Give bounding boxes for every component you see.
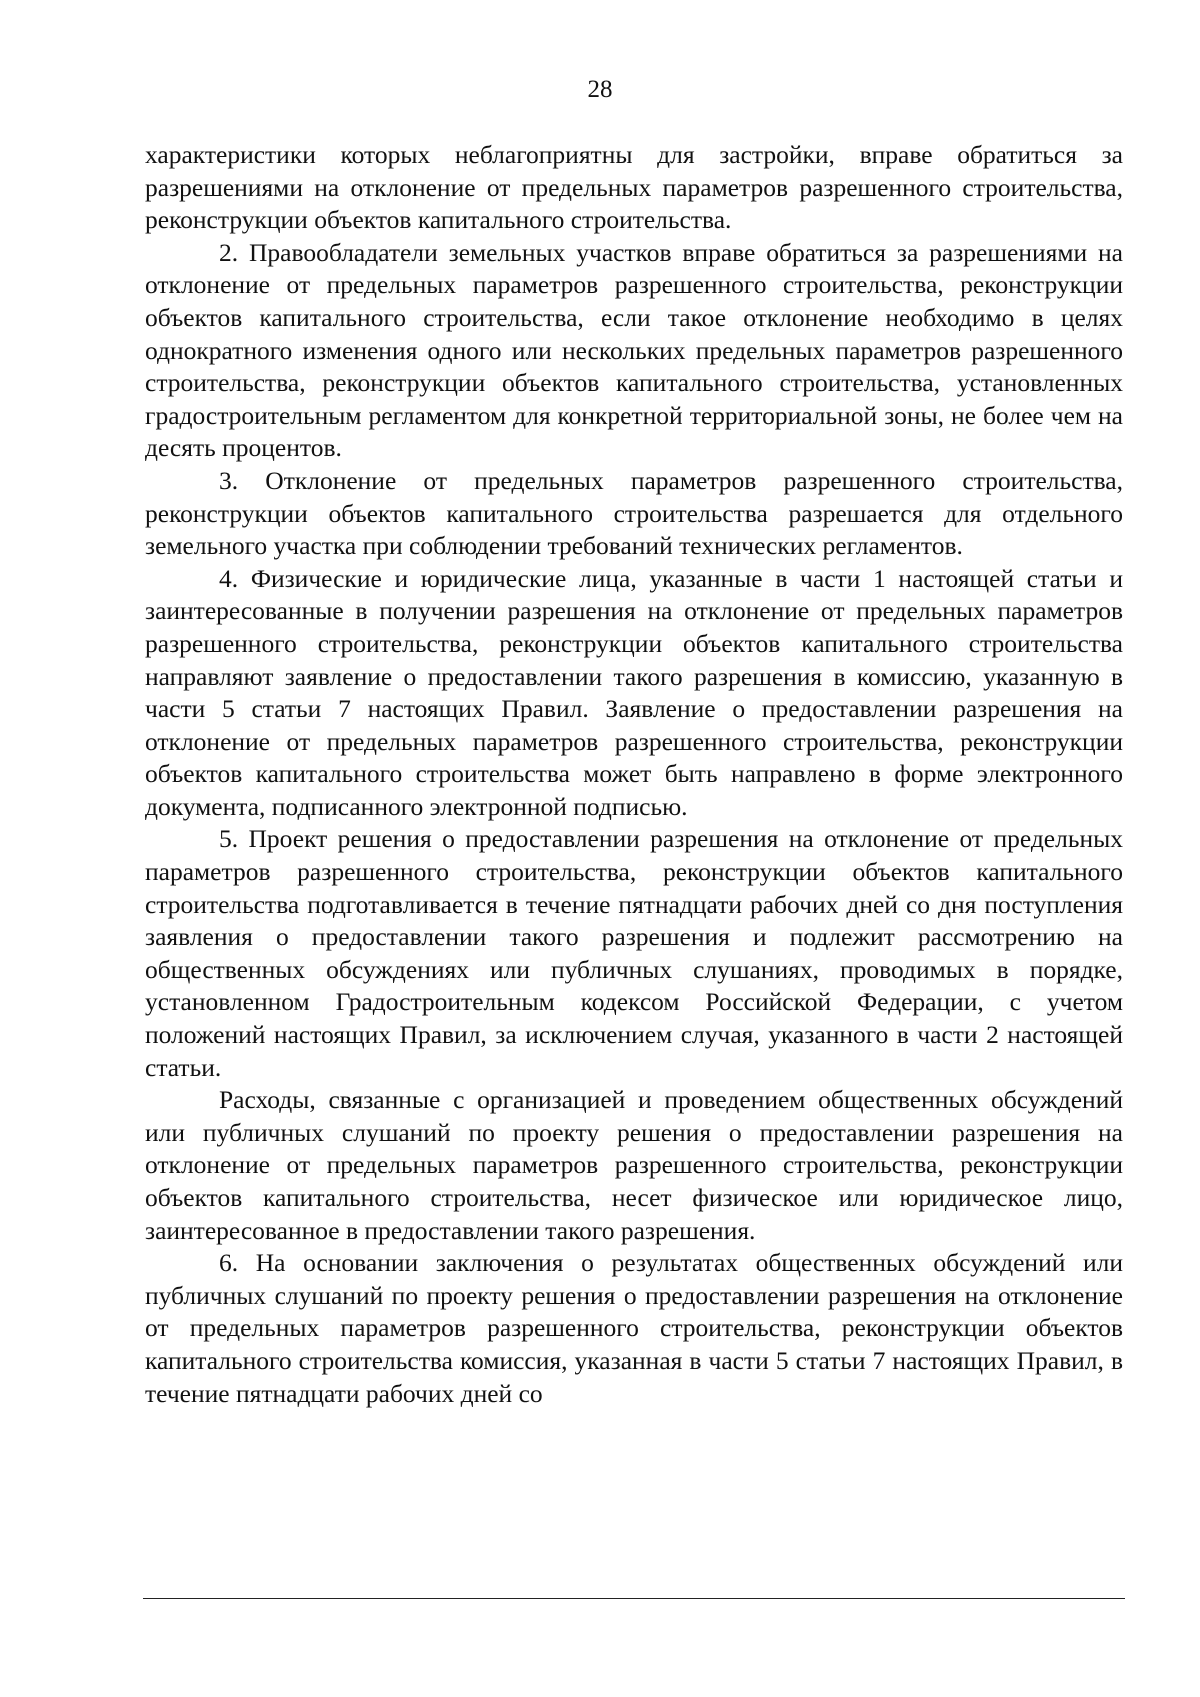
footer-divider xyxy=(143,1598,1125,1599)
page-number: 28 xyxy=(587,76,613,103)
paragraph-clause-5: 5. Проект решения о предоставлении разрешения на отклонение от предельных параметров разрешенного строительства, реконструкции объектов капитального строительства подготавливается в течение пятнадцати рабочих дней со дня поступления заявления о предоставлении такого разрешения и подлежит рассмотрению на общественных обсуждениях или публичных слушаниях, проводимых в порядке, установленном Градостроительным кодексом Российской Федерации, с учетом положений настоящих Правил, за исключением случая, указанного в части 2 настоящей статьи. xyxy=(145,824,1123,1082)
paragraph-clause-3: 3. Отклонение от предельных параметров разрешенного строительства, реконструкции объектов капитального строительства разрешается для отдельного земельного участка при соблюдении требований технических регламентов. xyxy=(145,465,1123,561)
paragraph-clause-4: 4. Физические и юридические лица, указанные в части 1 настоящей статьи и заинтересованные в получении разрешения на отклонение от предельных параметров разрешенного строительства, реконструкции объектов капитального строительства направляют заявление о предоставлении такого разрешения в комиссию, указанную в части 5 статьи 7 настоящих Правил. Заявление о предоставлении разрешения на отклонение от предельных параметров разрешенного строительства, реконструкции объектов капитального строительства может быть направлено в форме электронного документа, подписанного электронной подписью. xyxy=(145,563,1123,821)
document-body xyxy=(145,139,1123,1410)
paragraph-continuation: характеристики которых неблагоприятны для застройки, вправе обратиться за разрешениями на отклонение от предельных параметров разрешенного строительства, реконструкции объектов капитального строительства. xyxy=(145,140,1123,235)
paragraph-expenses: Расходы, связанные с организацией и проведением общественных обсуждений или публичных слушаний по проекту решения о предоставлении разрешения на отклонение от предельных параметров разрешенного строительства, реконструкции объектов капитального строительства, несет физическое или юридическое лицо, заинтересованное в предоставлении такого разрешения. xyxy=(145,1085,1123,1245)
paragraph-clause-6: 6. На основании заключения о результатах общественных обсуждений или публичных слушаний по проекту решения о предоставлении разрешения на отклонение от предельных параметров разрешенного строительства, реконструкции объектов капитального строительства комиссия, указанная в части 5 статьи 7 настоящих Правил, в течение пятнадцати рабочих дней со xyxy=(145,1248,1123,1408)
paragraph-clause-2: 2. Правообладатели земельных участков вправе обратиться за разрешениями на отклонение от предельных параметров разрешенного строительства, реконструкции объектов капитального строительства, если такое отклонение необходимо в целях однократного изменения одного или нескольких предельных параметров разрешенного строительства, реконструкции объектов капитального строительства, установленных градостроительным регламентом для конкретной территориальной зоны, не более чем на десять процентов. xyxy=(145,237,1123,463)
